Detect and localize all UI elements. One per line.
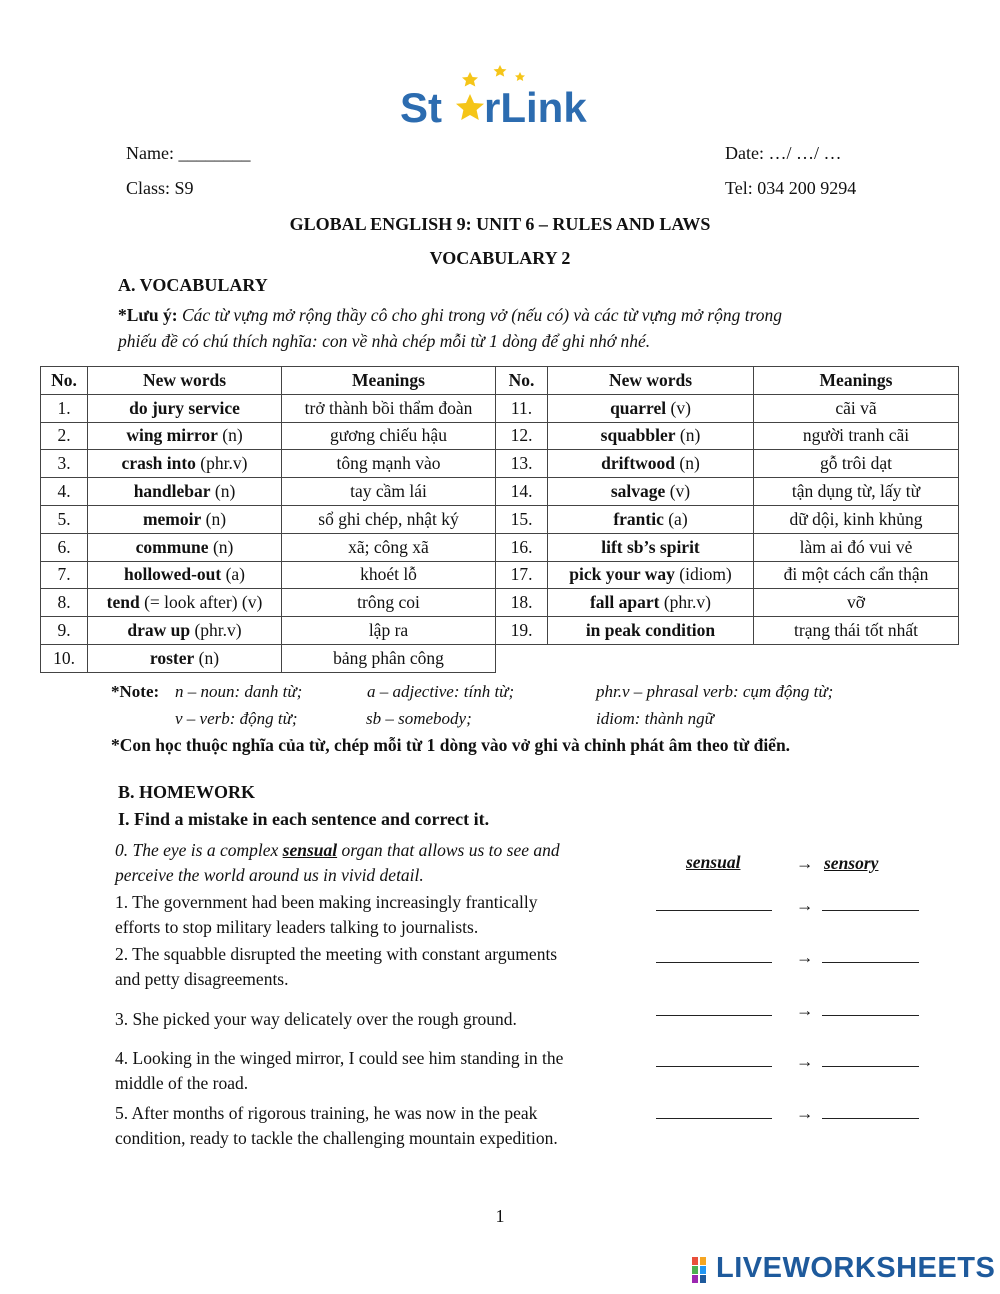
- row-number: 19.: [496, 617, 548, 645]
- question-1-line-1: 1. The government had been making increasingly frantically: [115, 892, 538, 912]
- example-post: organ that allows us to see and: [337, 840, 560, 860]
- vocab-word: fall apart: [589, 592, 660, 613]
- question-5: [115, 1101, 625, 1151]
- meaning-cell: gương chiếu hậu: [282, 422, 496, 450]
- note-phrasal-verb: phr.v – phrasal verb: cụm động từ;: [596, 682, 834, 701]
- row-number: 3.: [41, 450, 88, 478]
- table-row: [41, 589, 959, 617]
- meaning-cell: trạng thái tốt nhất: [754, 617, 959, 645]
- page-title: GLOBAL ENGLISH 9: UNIT 6 – RULES AND LAWS: [289, 214, 711, 234]
- vocab-word: squabbler: [600, 425, 676, 446]
- row-number: 15.: [496, 505, 548, 533]
- row-number: 16.: [496, 533, 548, 561]
- vocab-part-of-speech: (= look after) (v): [139, 592, 263, 613]
- word-cell-right: [548, 617, 754, 645]
- question-2: [115, 942, 625, 992]
- vocabulary-table-body: [41, 394, 959, 672]
- row-number: 18.: [496, 589, 548, 617]
- question-5-line-1: 5. After months of rigorous training, he was now in the peak: [115, 1103, 538, 1123]
- vocab-word: driftwood: [601, 453, 676, 474]
- table-header-row: [41, 367, 959, 395]
- arrow-icon: →: [796, 853, 814, 873]
- exercise-task: I. Find a mistake in each sentence and correct it.: [118, 809, 490, 829]
- vocab-word: salvage: [610, 481, 666, 502]
- liveworksheets-brand: LIVEWORKSHEETS: [716, 1252, 996, 1284]
- vocab-part-of-speech: (n): [194, 647, 220, 668]
- answer-1-correct-input[interactable]: [822, 894, 919, 911]
- row-number: 12.: [496, 422, 548, 450]
- example-answer-right: sensory: [824, 853, 879, 873]
- row-number: 14.: [496, 478, 548, 506]
- vocab-part-of-speech: (n): [217, 425, 243, 446]
- header-no-2: No.: [496, 367, 548, 395]
- row-number: 10.: [41, 644, 88, 672]
- vocab-part-of-speech: (v): [666, 397, 691, 418]
- section-a-note: [118, 302, 888, 354]
- table-row: [41, 450, 959, 478]
- page-number: 1: [495, 1206, 505, 1226]
- meaning-cell: làm ai đó vui vẻ: [754, 533, 959, 561]
- note-noun: n – noun: danh từ;: [175, 682, 303, 701]
- note-somebody: sb – somebody;: [366, 709, 472, 728]
- section-a-heading: A. VOCABULARY: [118, 275, 268, 295]
- meaning-cell: trở thành bồi thẩm đoàn: [282, 394, 496, 422]
- arrow-icon: →: [796, 1103, 814, 1123]
- name-field: Name: ________: [126, 143, 251, 163]
- word-cell-left: [88, 561, 282, 589]
- question-3: [115, 1007, 625, 1032]
- vocab-part-of-speech: (n): [208, 536, 234, 557]
- word-cell-right: [548, 478, 754, 506]
- vocab-word: frantic: [613, 508, 664, 529]
- vocab-word: tend: [106, 592, 140, 613]
- note-verb: v – verb: động từ;: [175, 709, 298, 728]
- table-row: [41, 505, 959, 533]
- word-cell-left: [88, 644, 282, 672]
- meaning-cell: xã; công xã: [282, 533, 496, 561]
- answer-row-4: [656, 1050, 919, 1072]
- vocab-part-of-speech: (idiom): [674, 564, 732, 585]
- table-row: [41, 644, 959, 672]
- vocab-word: quarrel: [610, 397, 667, 418]
- question-2-line-1: 2. The squabble disrupted the meeting with constant arguments: [115, 944, 558, 964]
- arrow-icon: →: [796, 1051, 814, 1071]
- answer-2-wrong-input[interactable]: [656, 946, 772, 963]
- row-number: 8.: [41, 589, 88, 617]
- vocab-part-of-speech: (n): [201, 508, 227, 529]
- word-cell-right: [548, 533, 754, 561]
- header-meanings: Meanings: [282, 367, 496, 395]
- word-cell-right: [548, 422, 754, 450]
- vocab-part-of-speech: (v): [665, 481, 691, 502]
- answer-row-1: [656, 894, 919, 916]
- answer-3-wrong-input[interactable]: [656, 999, 772, 1016]
- answer-5-correct-input[interactable]: [822, 1102, 919, 1119]
- table-row: [41, 617, 959, 645]
- vocab-word: crash into: [121, 453, 196, 474]
- answer-5-wrong-input[interactable]: [656, 1102, 772, 1119]
- arrow-icon: →: [796, 1000, 814, 1020]
- vocab-part-of-speech: (n): [675, 425, 701, 446]
- vocab-part-of-speech: (a): [663, 508, 688, 529]
- word-cell-right: [548, 450, 754, 478]
- vocab-word: pick your way: [569, 564, 675, 585]
- meaning-cell: tận dụng từ, lấy từ: [754, 478, 959, 506]
- vocab-word: roster: [149, 647, 195, 668]
- row-number: 17.: [496, 561, 548, 589]
- meaning-cell: cãi vã: [754, 394, 959, 422]
- example-pre: 0. The eye is a complex: [115, 840, 283, 860]
- example-answer-wrong: sensual: [686, 852, 741, 872]
- header-new-words-2: New words: [548, 367, 754, 395]
- meaning-cell: lập ra: [282, 617, 496, 645]
- row-number: 1.: [41, 394, 88, 422]
- word-cell-right: [548, 561, 754, 589]
- study-instruction: *Con học thuộc nghĩa của từ, chép mỗi từ 1 dòng vào vở ghi và chỉnh phát âm theo từ điển.: [111, 735, 791, 755]
- note-text-2: phiếu đề có chú thích nghĩa: con về nhà chép mỗi từ 1 dòng để ghi nhớ nhé.: [118, 331, 651, 351]
- answer-row-2: [656, 946, 919, 968]
- table-row: [41, 422, 959, 450]
- empty-cell: [754, 644, 959, 672]
- question-1-line-2: efforts to stop military leaders talking to journalists.: [115, 917, 479, 937]
- answer-row-3: [656, 999, 919, 1021]
- meaning-cell: người tranh cãi: [754, 422, 959, 450]
- row-number: 9.: [41, 617, 88, 645]
- table-row: [41, 561, 959, 589]
- answer-2-correct-input[interactable]: [822, 946, 919, 963]
- tel-field: Tel: 034 200 9294: [725, 178, 857, 198]
- vocab-word: in peak condition: [585, 620, 716, 641]
- meaning-cell: khoét lỗ: [282, 561, 496, 589]
- meaning-cell: vỡ: [754, 589, 959, 617]
- logo-text-st: St: [400, 84, 442, 131]
- page-subtitle: VOCABULARY 2: [429, 248, 571, 268]
- vocab-word: hollowed-out: [123, 564, 222, 585]
- example-mistake: sensual: [282, 840, 338, 860]
- note-label-bold: [111, 682, 159, 702]
- empty-cell: [548, 644, 754, 672]
- answer-4-wrong-input[interactable]: [656, 1050, 772, 1067]
- table-row: [41, 533, 959, 561]
- note-idiom: idiom: thành ngữ: [596, 709, 714, 728]
- question-4-line-1: 4. Looking in the winged mirror, I could see him standing in the: [115, 1048, 564, 1068]
- word-cell-left: [88, 589, 282, 617]
- row-number: 5.: [41, 505, 88, 533]
- row-number: 13.: [496, 450, 548, 478]
- question-4-line-2: middle of the road.: [115, 1073, 249, 1093]
- vocab-part-of-speech: (n): [675, 453, 700, 474]
- word-cell-left: [88, 533, 282, 561]
- word-cell-right: [548, 505, 754, 533]
- row-number: 2.: [41, 422, 88, 450]
- meaning-cell: tay cầm lái: [282, 478, 496, 506]
- class-field: Class: S9: [126, 178, 194, 198]
- word-cell-right: [548, 394, 754, 422]
- word-cell-left: [88, 394, 282, 422]
- word-cell-left: [88, 450, 282, 478]
- vocab-word: wing mirror: [126, 425, 218, 446]
- vocab-part-of-speech: (a): [221, 564, 246, 585]
- header-no: No.: [41, 367, 88, 395]
- note-label-text: *Note:: [111, 682, 160, 701]
- meaning-cell: gỗ trôi dạt: [754, 450, 959, 478]
- section-b-heading: B. HOMEWORK: [118, 782, 256, 802]
- example-sentence: [115, 838, 625, 888]
- meaning-cell: đi một cách cẩn thận: [754, 561, 959, 589]
- word-cell-left: [88, 505, 282, 533]
- vocab-part-of-speech: (n): [210, 481, 236, 502]
- vocab-part-of-speech: (phr.v): [190, 620, 242, 641]
- table-row: [41, 394, 959, 422]
- answer-3-correct-input[interactable]: [822, 999, 919, 1016]
- note-text-1: Các từ vựng mở rộng thầy cô cho ghi trong vở (nếu có) và các từ vựng mở rộng trong: [181, 305, 782, 325]
- row-number: 4.: [41, 478, 88, 506]
- word-cell-right: [548, 589, 754, 617]
- vocab-word: lift sb’s spirit: [601, 536, 700, 557]
- vocab-part-of-speech: (phr.v): [195, 453, 248, 474]
- vocabulary-table: [40, 366, 959, 673]
- liveworksheets-icon: [692, 1257, 714, 1283]
- starlink-logo: [398, 62, 608, 132]
- meaning-cell: dữ dội, kinh khủng: [754, 505, 959, 533]
- date-field: Date: …/ …/ …: [725, 143, 842, 163]
- empty-cell: [496, 644, 548, 672]
- meaning-cell: tông mạnh vào: [282, 450, 496, 478]
- header-meanings-2: Meanings: [754, 367, 959, 395]
- note-label: *Lưu ý:: [118, 305, 178, 325]
- vocab-word: handlebar: [133, 481, 211, 502]
- question-1: [115, 890, 625, 940]
- row-number: 11.: [496, 394, 548, 422]
- word-cell-left: [88, 478, 282, 506]
- vocab-word: memoir: [142, 508, 202, 529]
- note-adjective: a – adjective: tính từ;: [367, 682, 515, 701]
- row-number: 6.: [41, 533, 88, 561]
- arrow-icon: →: [796, 895, 814, 915]
- vocab-part-of-speech: (phr.v): [659, 592, 712, 613]
- meaning-cell: bảng phân công: [282, 644, 496, 672]
- arrow-icon: →: [796, 947, 814, 967]
- meaning-cell: trông coi: [282, 589, 496, 617]
- vocab-word: draw up: [127, 620, 191, 641]
- row-number: 7.: [41, 561, 88, 589]
- header-new-words: New words: [88, 367, 282, 395]
- word-cell-left: [88, 617, 282, 645]
- example-line-2: perceive the world around us in vivid detail.: [115, 865, 424, 885]
- answer-4-correct-input[interactable]: [822, 1050, 919, 1067]
- question-2-line-2: and petty disagreements.: [115, 969, 289, 989]
- vocab-word: commune: [135, 536, 209, 557]
- question-3-line-1: 3. She picked your way delicately over the rough ground.: [115, 1009, 517, 1029]
- meaning-cell: sổ ghi chép, nhật ký: [282, 505, 496, 533]
- answer-row-5: [656, 1102, 919, 1124]
- logo-text-rlink: rLink: [484, 84, 587, 131]
- question-5-line-2: condition, ready to tackle the challenging mountain expedition.: [115, 1128, 558, 1148]
- vocab-word: do jury service: [129, 397, 240, 418]
- question-4: [115, 1046, 625, 1096]
- answer-1-wrong-input[interactable]: [656, 894, 772, 911]
- word-cell-left: [88, 422, 282, 450]
- table-row: [41, 478, 959, 506]
